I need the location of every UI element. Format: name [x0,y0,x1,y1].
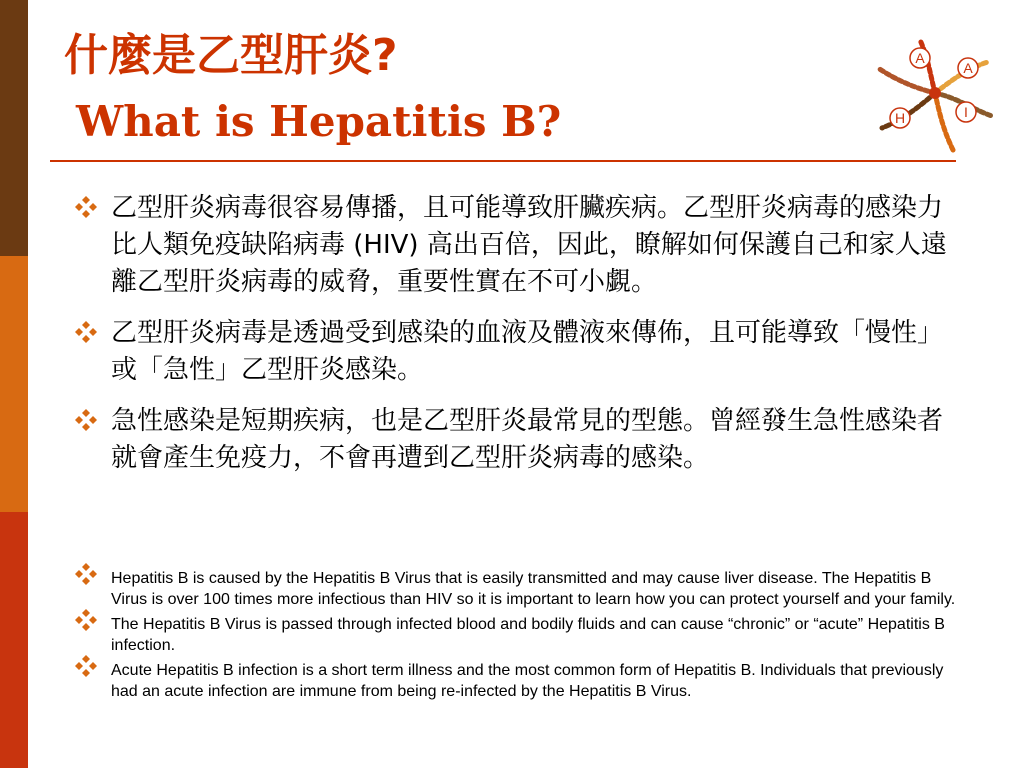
diamond-cluster-icon [74,608,98,632]
bullet-text: 急性感染是短期疾病，也是乙型肝炎最常見的型態。曾經發生急性感染者就會產生免疫力，不會再遭到乙型肝炎病毒的感染。 [111,406,944,473]
english-bullet-list [68,568,958,706]
list-item [68,660,958,702]
list-item [68,190,958,301]
chinese-bullet-list [68,190,958,491]
left-accent-bar-middle [0,256,28,512]
bullet-text: The Hepatitis B Virus is passed through infected blood and bodily fluids and can cause “chronic” or “acute” Hepatitis B infection. [111,616,945,654]
slide-title-english: What is Hepatitis B? [76,97,562,146]
slide-title-chinese: 什麼是乙型肝炎? [64,30,398,81]
logo-letter: A [915,50,925,66]
left-accent-bar-top [0,0,28,256]
list-item [68,614,958,656]
logo-letter: I [964,104,968,120]
diamond-cluster-icon [74,320,98,344]
diamond-cluster-icon [74,195,98,219]
bullet-text: Hepatitis B is caused by the Hepatitis B Virus that is easily transmitted and may cause liver disease. The Hepatitis B Virus is over 100 times more infectious than HIV so it is important to learn how you can protect yourself and your family. [111,570,956,608]
diamond-cluster-icon [74,654,98,678]
bullet-text: 乙型肝炎病毒很容易傳播，且可能導致肝臟疾病。乙型肝炎病毒的感染力比人類免疫缺陷病毒 (HIV) 高出百倍，因此，瞭解如何保護自己和家人遠離乙型肝炎病毒的威脅，重要性實在不可小覷。 [111,193,947,297]
logo-letter: A [963,60,973,76]
aahi-logo [870,28,1000,158]
left-accent-bar-bottom [0,512,28,768]
bullet-text: 乙型肝炎病毒是透過受到感染的血液及體液來傳佈，且可能導致「慢性」或「急性」乙型肝炎感染。 [111,318,944,385]
logo-letter: H [894,110,906,126]
list-item [68,315,958,389]
bullet-text: Acute Hepatitis B infection is a short term illness and the most common form of Hepatitis B. Individuals that previously had an acute infection are immune from being re-infected by the Hepatitis B Virus. [111,662,944,700]
diamond-cluster-icon [74,562,98,586]
list-item [68,568,958,610]
diamond-cluster-icon [74,408,98,432]
title-underline [50,160,956,162]
list-item [68,403,958,477]
